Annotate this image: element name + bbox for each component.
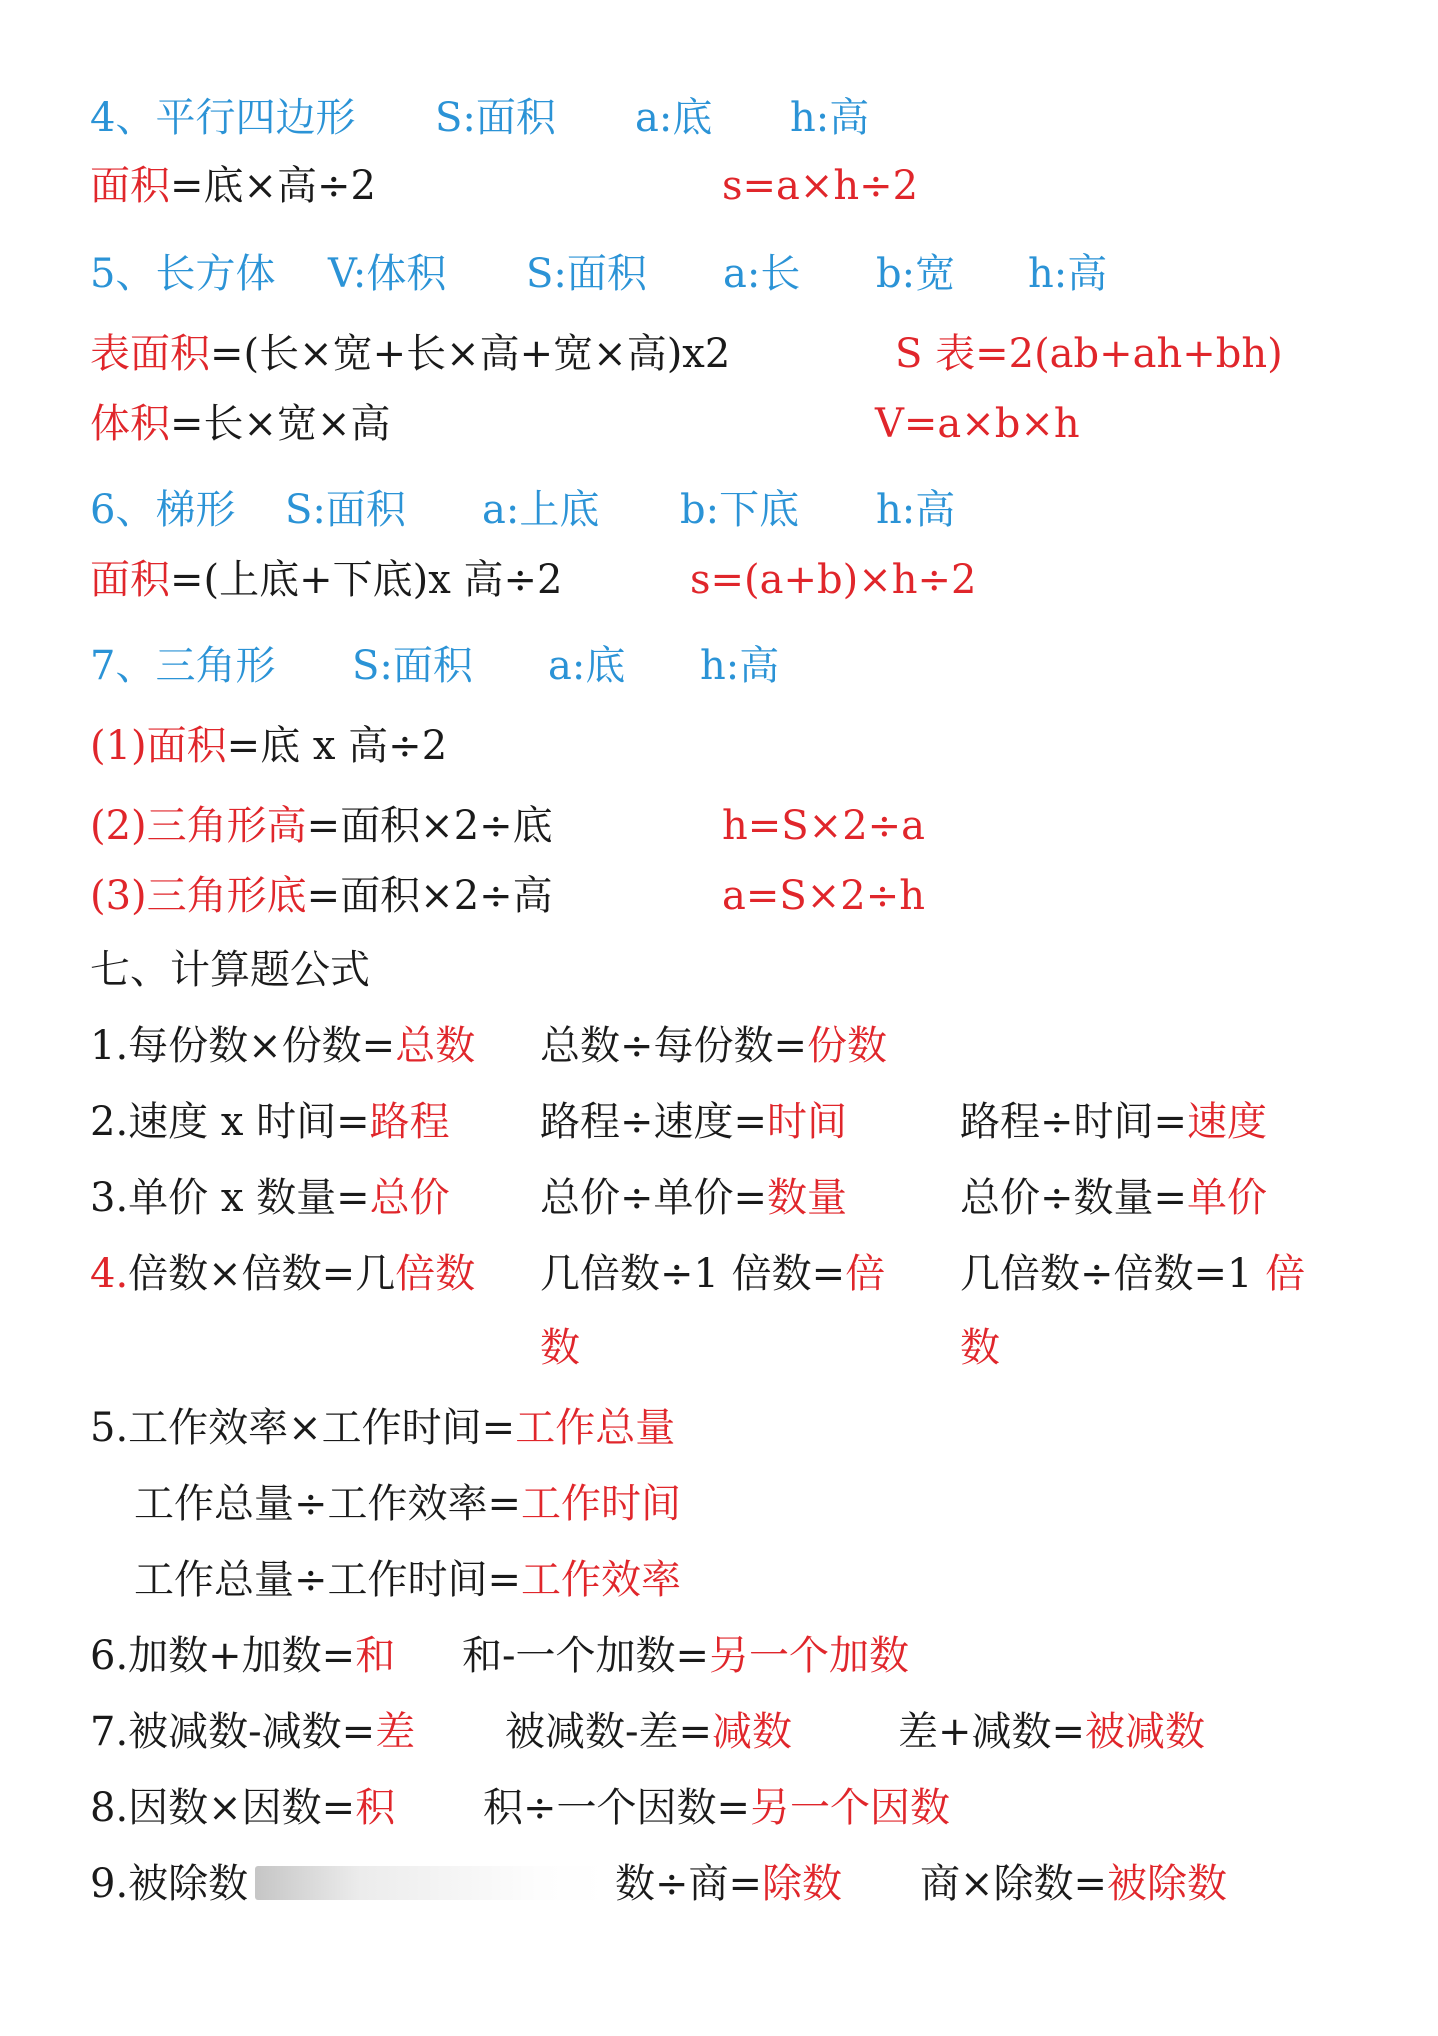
calc-r2-b-res: 时间 (767, 1099, 848, 1145)
calc-r2-a-res: 路程 (369, 1099, 450, 1145)
cuboid-volume-formula: =长×宽×高 (170, 401, 391, 447)
calc-r5-c-res: 工作效率 (521, 1557, 682, 1603)
triangle-h: h:高 (700, 643, 780, 689)
calc-r7-b-pre: 被减数-差= (505, 1709, 713, 1755)
calc-r1-a-pre: 1.每份数×份数= (90, 1023, 396, 1069)
trapezoid-b: b:下底 (680, 487, 800, 533)
smudge-overlay (255, 1866, 605, 1900)
calc-r7-b-res: 减数 (712, 1709, 793, 1755)
calc-r4-b-res2: 数 (540, 1325, 580, 1371)
calc-r2-b-pre: 路程÷速度= (540, 1099, 768, 1145)
calc-r3-c-pre: 总价÷数量= (960, 1175, 1188, 1221)
cuboid-volume-label: 体积 (90, 401, 170, 447)
calc-r3-b-res: 数量 (767, 1175, 848, 1221)
calc-r8-a-pre: 8.因数×因数= (90, 1785, 356, 1831)
trapezoid-area-label: 面积 (90, 557, 170, 603)
calc-r4-c-res2: 数 (960, 1325, 1000, 1371)
calc-r4-c-res1: 倍 (1265, 1251, 1306, 1297)
calc-r4-a-pre: 倍数×倍数=几 (128, 1251, 396, 1297)
calc-r3-c-res: 单价 (1187, 1175, 1268, 1221)
calc-r3-b-pre: 总价÷单价= (540, 1175, 768, 1221)
cuboid-h: h:高 (1028, 251, 1108, 297)
triangle-r3-label: (3)三角形底 (90, 873, 307, 919)
parallelogram-title: 4、平行四边形 (90, 95, 356, 141)
calc-r2-c-pre: 路程÷时间= (960, 1099, 1188, 1145)
calc-r4-c-pre: 几倍数÷倍数=1 (960, 1251, 1266, 1297)
calc-r5-c-pre: 工作总量÷工作时间= (134, 1557, 522, 1603)
calc-r7-c-pre: 差+减数= (898, 1709, 1086, 1755)
calc-r5-a-pre: 5.工作效率×工作时间= (90, 1405, 516, 1451)
calc-r7-a-pre: 7.被减数-减数= (90, 1709, 376, 1755)
calc-r6-b-res: 另一个加数 (709, 1633, 910, 1679)
calc-r8-b-res: 另一个因数 (750, 1785, 951, 1831)
triangle-r2-formula: =面积×2÷底 (306, 803, 553, 849)
calc-r1-a-res: 总数 (395, 1023, 476, 1069)
cuboid-surface-label: 表面积 (90, 331, 210, 377)
triangle-a: a:底 (548, 643, 626, 689)
calc-r3-a-res: 总价 (369, 1175, 450, 1221)
calc-r6-a-pre: 6.加数+加数= (90, 1633, 356, 1679)
triangle-r3-formula: =面积×2÷高 (306, 873, 553, 919)
cuboid-surface-formula: =(长×宽+长×高+宽×高)x2 (210, 331, 731, 377)
cuboid-a: a:长 (723, 251, 801, 297)
calc-r9-c-res: 被除数 (1107, 1861, 1228, 1907)
calc-r4-b-res1: 倍 (845, 1251, 886, 1297)
calc-r3-a-pre: 3.单价 x 数量= (90, 1175, 370, 1221)
trapezoid-s: S:面积 (285, 487, 406, 533)
calc-r7-a-res: 差 (375, 1709, 416, 1755)
triangle-r3-symbol: a=S×2÷h (722, 873, 926, 919)
calc-r5-a-res: 工作总量 (515, 1405, 676, 1451)
calc-r8-a-res: 积 (355, 1785, 396, 1831)
triangle-title: 7、三角形 (90, 643, 276, 689)
trapezoid-area-symbol: s=(a+b)×h÷2 (690, 557, 977, 603)
triangle-r1-label: (1)面积 (90, 723, 227, 769)
calc-r9-b-res: 除数 (762, 1861, 843, 1907)
cuboid-s: S:面积 (526, 251, 647, 297)
parallelogram-area-label: 面积 (90, 163, 170, 209)
calc-r4-num: 4. (90, 1251, 129, 1297)
cuboid-surface-symbol: S 表=2(ab+ah+bh) (895, 331, 1283, 377)
calc-r9-b-pre: 数÷商= (615, 1861, 763, 1907)
calc-r4-a-res: 倍数 (395, 1251, 476, 1297)
triangle-r1-formula: =底 x 高÷2 (226, 723, 448, 769)
calc-r9-a-pre: 9.被除数 (90, 1861, 249, 1907)
triangle-s: S:面积 (352, 643, 473, 689)
trapezoid-h: h:高 (876, 487, 956, 533)
parallelogram-a: a:底 (635, 95, 713, 141)
cuboid-b: b:宽 (876, 251, 956, 297)
parallelogram-s: S:面积 (435, 95, 556, 141)
cuboid-v: V:体积 (328, 251, 447, 297)
triangle-r2-symbol: h=S×2÷a (722, 803, 926, 849)
calc-r2-c-res: 速度 (1187, 1099, 1268, 1145)
triangle-r2-label: (2)三角形高 (90, 803, 307, 849)
parallelogram-h: h:高 (790, 95, 870, 141)
parallelogram-area-formula: =底×高÷2 (170, 163, 376, 209)
parallelogram-area-symbol: s=a×h÷2 (722, 163, 919, 209)
calc-heading: 七、计算题公式 (90, 947, 370, 993)
cuboid-volume-symbol: V=a×b×h (875, 401, 1080, 447)
calc-r6-b-pre: 和-一个加数= (462, 1633, 710, 1679)
calc-r8-b-pre: 积÷一个因数= (483, 1785, 751, 1831)
calc-r1-b-pre: 总数÷每份数= (540, 1023, 808, 1069)
calc-r4-b-pre: 几倍数÷1 倍数= (540, 1251, 846, 1297)
calc-r7-c-res: 被减数 (1085, 1709, 1206, 1755)
trapezoid-area-formula: =(上底+下底)x 高÷2 (170, 557, 563, 603)
calc-r1-b-res: 份数 (807, 1023, 888, 1069)
trapezoid-a: a:上底 (482, 487, 600, 533)
calc-r9-c-pre: 商×除数= (920, 1861, 1108, 1907)
calc-r5-b-pre: 工作总量÷工作效率= (134, 1481, 522, 1527)
cuboid-title: 5、长方体 (90, 251, 276, 297)
calc-r5-b-res: 工作时间 (521, 1481, 682, 1527)
calc-r6-a-res: 和 (355, 1633, 396, 1679)
trapezoid-title: 6、梯形 (90, 487, 236, 533)
calc-r2-a-pre: 2.速度 x 时间= (90, 1099, 370, 1145)
